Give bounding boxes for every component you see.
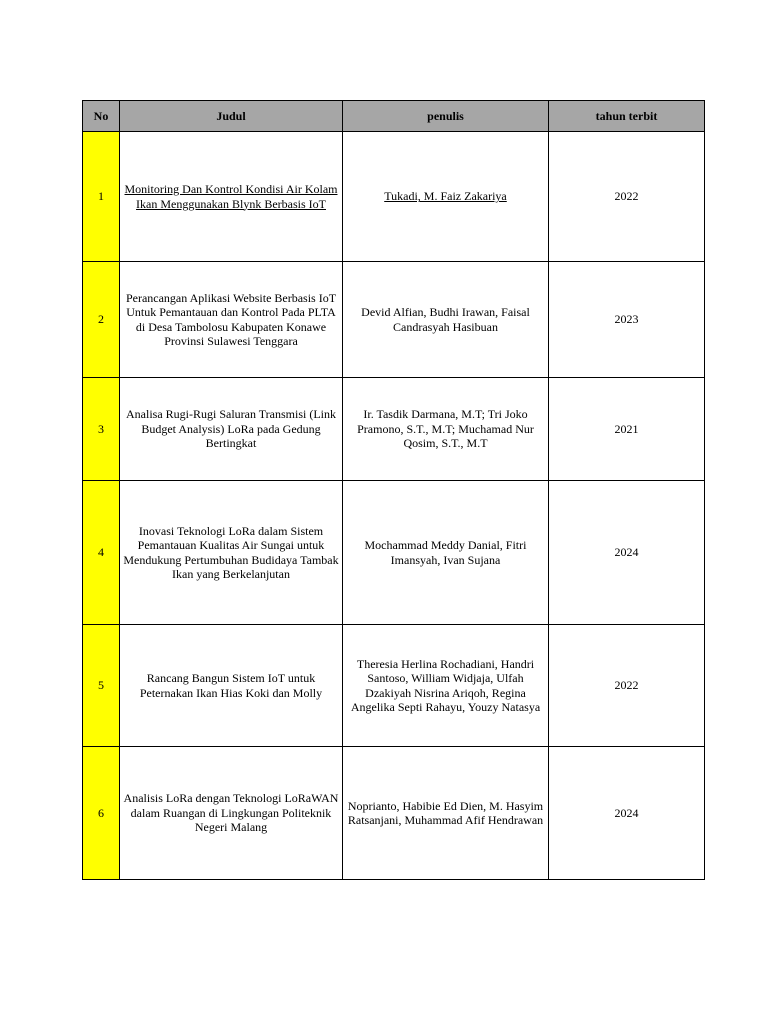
title-cell[interactable] (120, 132, 343, 262)
author-cell: Mochammad Meddy Danial, Fitri Imansyah, Ivan Sujana (343, 481, 549, 625)
year-cell: 2024 (549, 747, 705, 880)
table-row (83, 747, 705, 880)
table-header-row (83, 101, 705, 132)
author-cell: Ir. Tasdik Darmana, M.T; Tri Joko Pramono, S.T., M.T; Muchamad Nur Qosim, S.T., M.T (343, 378, 549, 481)
year-cell: 2022 (549, 625, 705, 747)
author-cell: Noprianto, Habibie Ed Dien, M. Hasyim Ratsanjani, Muhammad Afif Hendrawan (343, 747, 549, 880)
year-cell: 2024 (549, 481, 705, 625)
header-judul: Judul (120, 101, 343, 132)
row-number: 6 (83, 747, 120, 880)
author-cell: Theresia Herlina Rochadiani, Handri Santoso, William Widjaja, Ulfah Dzakiyah Nisrina Ariqoh, Regina Angelika Septi Rahayu, Youzy Natasya (343, 625, 549, 747)
year-cell: 2022 (549, 132, 705, 262)
header-no: No (83, 101, 120, 132)
header-penulis: penulis (343, 101, 549, 132)
table-row (83, 262, 705, 378)
row-number: 1 (83, 132, 120, 262)
author-cell: Devid Alfian, Budhi Irawan, Faisal Candrasyah Hasibuan (343, 262, 549, 378)
author-cell[interactable] (343, 132, 549, 262)
references-table (82, 100, 705, 880)
author-link[interactable]: Tukadi, M. Faiz Zakariya (384, 189, 507, 204)
year-cell: 2023 (549, 262, 705, 378)
table-row (83, 378, 705, 481)
title-cell: Analisa Rugi-Rugi Saluran Transmisi (Link Budget Analysis) LoRa pada Gedung Bertingkat (120, 378, 343, 481)
year-cell: 2021 (549, 378, 705, 481)
row-number: 5 (83, 625, 120, 747)
title-link[interactable]: Monitoring Dan Kontrol Kondisi Air Kolam Ikan Menggunakan Blynk Berbasis IoT (124, 182, 338, 211)
header-tahun: tahun terbit (549, 101, 705, 132)
row-number: 3 (83, 378, 120, 481)
title-cell: Analisis LoRa dengan Teknologi LoRaWAN dalam Ruangan di Lingkungan Politeknik Negeri Malang (120, 747, 343, 880)
title-cell: Perancangan Aplikasi Website Berbasis IoT Untuk Pemantauan dan Kontrol Pada PLTA di Desa Tambolosu Kabupaten Konawe Provinsi Sulawesi Tenggara (120, 262, 343, 378)
table-row (83, 625, 705, 747)
table-row (83, 481, 705, 625)
title-cell: Inovasi Teknologi LoRa dalam Sistem Pemantauan Kualitas Air Sungai untuk Mendukung Pertumbuhan Budidaya Tambak Ikan yang Berkelanjutan (120, 481, 343, 625)
title-cell: Rancang Bangun Sistem IoT untuk Peternakan Ikan Hias Koki dan Molly (120, 625, 343, 747)
table-row (83, 132, 705, 262)
row-number: 4 (83, 481, 120, 625)
row-number: 2 (83, 262, 120, 378)
